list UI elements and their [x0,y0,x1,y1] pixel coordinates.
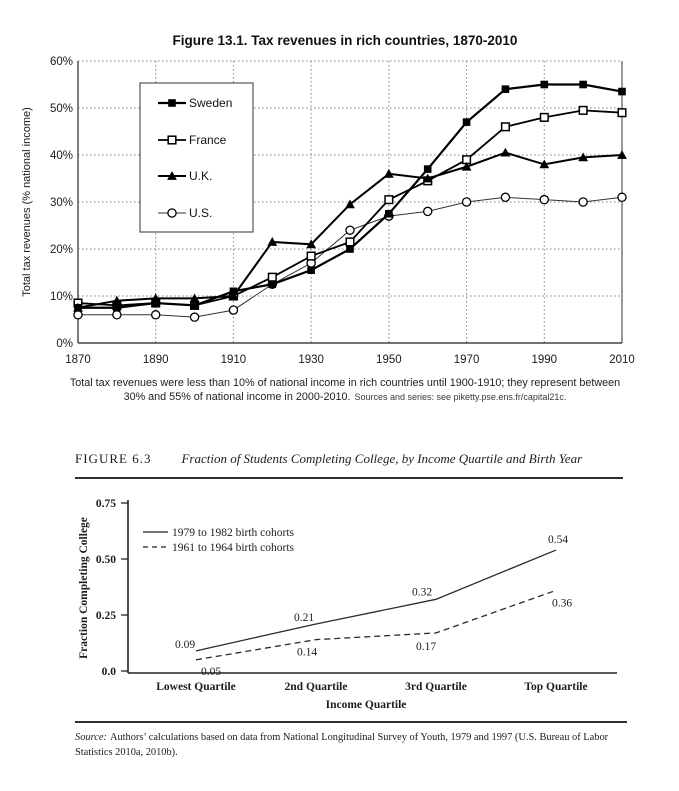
y-tick-label: 20% [49,244,73,256]
value-label: 0.17 [415,640,437,653]
figure1-caption [25,377,665,404]
marker-filled-square [152,299,160,307]
figure1-caption-line1: Total tax revenues were less than 10% of national income in rich countries until 1900-1910; they represent between [69,377,621,389]
marker-filled-square [618,88,626,96]
marker-filled-square [113,304,121,312]
y-tick-label: 0% [56,338,73,350]
marker-open-square [502,123,510,131]
y-axis-title: Total tax revenues (% national income) [21,107,33,297]
x-category-label: Top Quartile [524,681,588,693]
marker-open-circle [618,193,626,201]
y-tick-label: 0.50 [95,554,116,566]
marker-open-square [268,273,276,281]
legend-label: U.S. [189,206,213,220]
value-label: 0.14 [296,646,318,659]
figure1-caption-source: Sources and series: see piketty.pse.ens.fr/capital21c. [354,391,567,402]
legend-label: Sweden [189,96,233,110]
x-tick-label: 1890 [142,354,169,366]
y-tick-label: 60% [49,56,73,68]
marker-filled-square [502,85,510,93]
marker-filled-square [74,304,82,312]
marker-filled-square [191,302,199,310]
value-label: 0.05 [200,665,222,678]
x-category-label: Lowest Quartile [156,681,236,693]
series-line [196,590,556,659]
marker-filled-square [463,118,471,126]
marker-open-square [385,196,393,204]
y-tick-label: 0.75 [95,498,116,510]
figure2-header [75,450,623,479]
figure1-caption-text: 30% and 55% of national income in 2000-2010. [123,390,351,403]
y-tick-label: 50% [49,103,73,115]
y-axis-title: Fraction Completing College [78,517,90,659]
marker-open-square [346,238,354,246]
y-tick-label: 30% [49,197,73,209]
marker-open-circle [346,226,354,234]
marker-filled-triangle [501,148,511,157]
marker-filled-square [346,245,354,253]
marker-filled-square [579,81,587,89]
legend [140,83,253,232]
marker-open-circle [190,313,198,321]
tax-revenues-chart [21,56,635,366]
figure2-source-text: Authors’ calculations based on data from National Longitudinal Survey of Youth, 1979 and 1997 (U.S. Bureau of Labor Statistics 2010a, 2010b). [75,732,609,758]
figure2-label: FIGURE 6.3 [75,451,152,466]
marker-filled-square [268,280,276,288]
marker-open-circle [168,209,176,217]
y-tick-label: 0.25 [95,610,116,622]
legend-label: France [189,133,227,147]
y-tick-label: 0.0 [101,666,116,678]
x-tick-label: 1990 [531,354,558,366]
marker-open-circle [113,311,121,319]
figure2-title: Fraction of Students Completing College, by Income Quartile and Birth Year [181,451,583,466]
x-tick-label: 1930 [298,354,324,366]
marker-open-circle [462,198,470,206]
x-tick-label: 1950 [376,354,402,366]
value-label: 0.21 [293,611,315,624]
marker-open-square [540,114,548,122]
x-tick-label: 1970 [453,354,480,366]
x-axis-title: Income Quartile [325,699,407,711]
figure2-source-note [75,721,627,760]
x-category-label: 3rd Quartile [405,681,467,693]
marker-filled-square [540,81,548,89]
x-category-label: 2nd Quartile [284,681,348,693]
x-tick-label: 1910 [220,354,247,366]
series-1961-1964 [196,590,572,677]
figure2-source-label: Source: [75,732,107,743]
college-completion-chart [78,498,617,711]
marker-filled-square [385,210,393,218]
value-label: 0.36 [551,597,573,610]
marker-filled-square [424,165,432,173]
y-tick-label: 10% [49,291,73,303]
marker-open-circle [152,311,160,319]
marker-open-square [618,109,626,117]
marker-open-circle [540,196,548,204]
marker-open-circle [424,207,432,215]
value-label: 0.54 [547,534,569,547]
value-label: 0.09 [174,638,196,651]
x-tick-label: 2010 [609,354,635,366]
legend-label: 1979 to 1982 birth cohorts [172,527,295,539]
x-tick-label: 1870 [65,354,91,366]
marker-open-circle [74,311,82,319]
legend-label: 1961 to 1964 birth cohorts [172,542,295,554]
y-tick-label: 40% [49,150,73,162]
marker-filled-square [307,266,315,274]
marker-open-square [579,107,587,115]
marker-open-circle [579,198,587,206]
marker-filled-square [168,99,176,107]
legend-label: U.K. [189,169,213,183]
marker-open-circle [229,306,237,314]
figure1-title: Figure 13.1. Tax revenues in rich countries, 1870-2010 [172,33,518,48]
marker-filled-square [230,288,238,296]
marker-open-circle [501,193,509,201]
marker-open-square [307,252,315,260]
marker-open-square [168,136,176,144]
value-label: 0.32 [411,586,433,599]
figure1-caption-line2 [25,391,665,405]
